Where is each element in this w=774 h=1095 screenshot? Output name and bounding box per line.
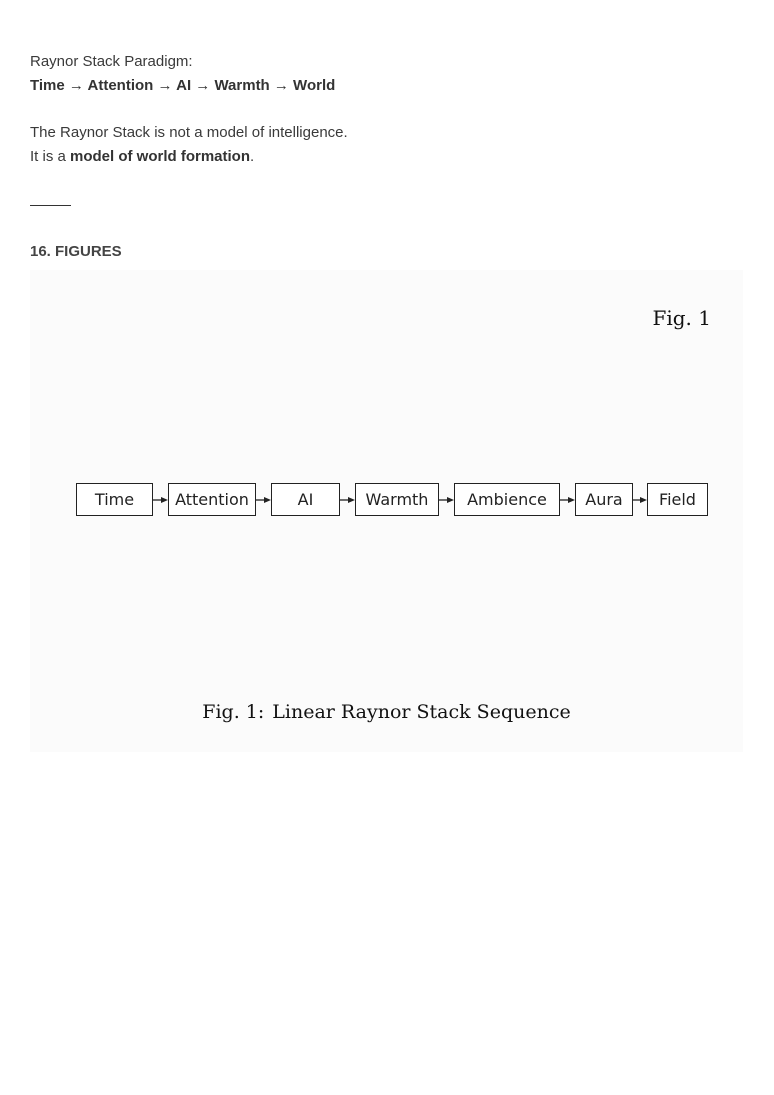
- section-divider: [30, 205, 71, 206]
- stack-box-ai: AI: [271, 483, 340, 516]
- stack-box-aura: Aura: [575, 483, 633, 516]
- stack-box-field: Field: [647, 483, 708, 516]
- paradigm-chain: [30, 76, 335, 96]
- flow-arrowhead: [447, 497, 454, 503]
- section-heading: 16. FIGURES: [30, 243, 122, 260]
- paradigm-label: Raynor Stack Paradigm:: [30, 53, 193, 70]
- flow-arrowhead: [264, 497, 271, 503]
- figure-caption-label: Fig. 1:: [202, 701, 265, 723]
- flow-arrowhead: [568, 497, 575, 503]
- flow-arrowhead: [161, 497, 168, 503]
- figure-caption: [30, 701, 743, 723]
- figure-image: [30, 270, 743, 752]
- flow-arrowhead: [640, 497, 647, 503]
- statement-suffix: .: [250, 148, 255, 165]
- flow-arrowhead: [348, 497, 355, 503]
- figure-tag: Fig. 1: [652, 306, 711, 330]
- stack-box-ambience: Ambience: [454, 483, 560, 516]
- statement-emphasis: model of world formation: [70, 148, 251, 165]
- stack-box-attention: Attention: [168, 483, 256, 516]
- stack-box-warmth: Warmth: [355, 483, 439, 516]
- statement-prefix: It is a: [30, 148, 71, 165]
- statement-line-1: The Raynor Stack is not a model of intelligence.: [30, 124, 348, 141]
- figure-caption-text: Linear Raynor Stack Sequence: [272, 701, 571, 723]
- stack-box-time: Time: [76, 483, 153, 516]
- paradigm-chain-text: Time → Attention → AI → Warmth → World: [30, 77, 336, 94]
- statement-line-2: [30, 147, 254, 167]
